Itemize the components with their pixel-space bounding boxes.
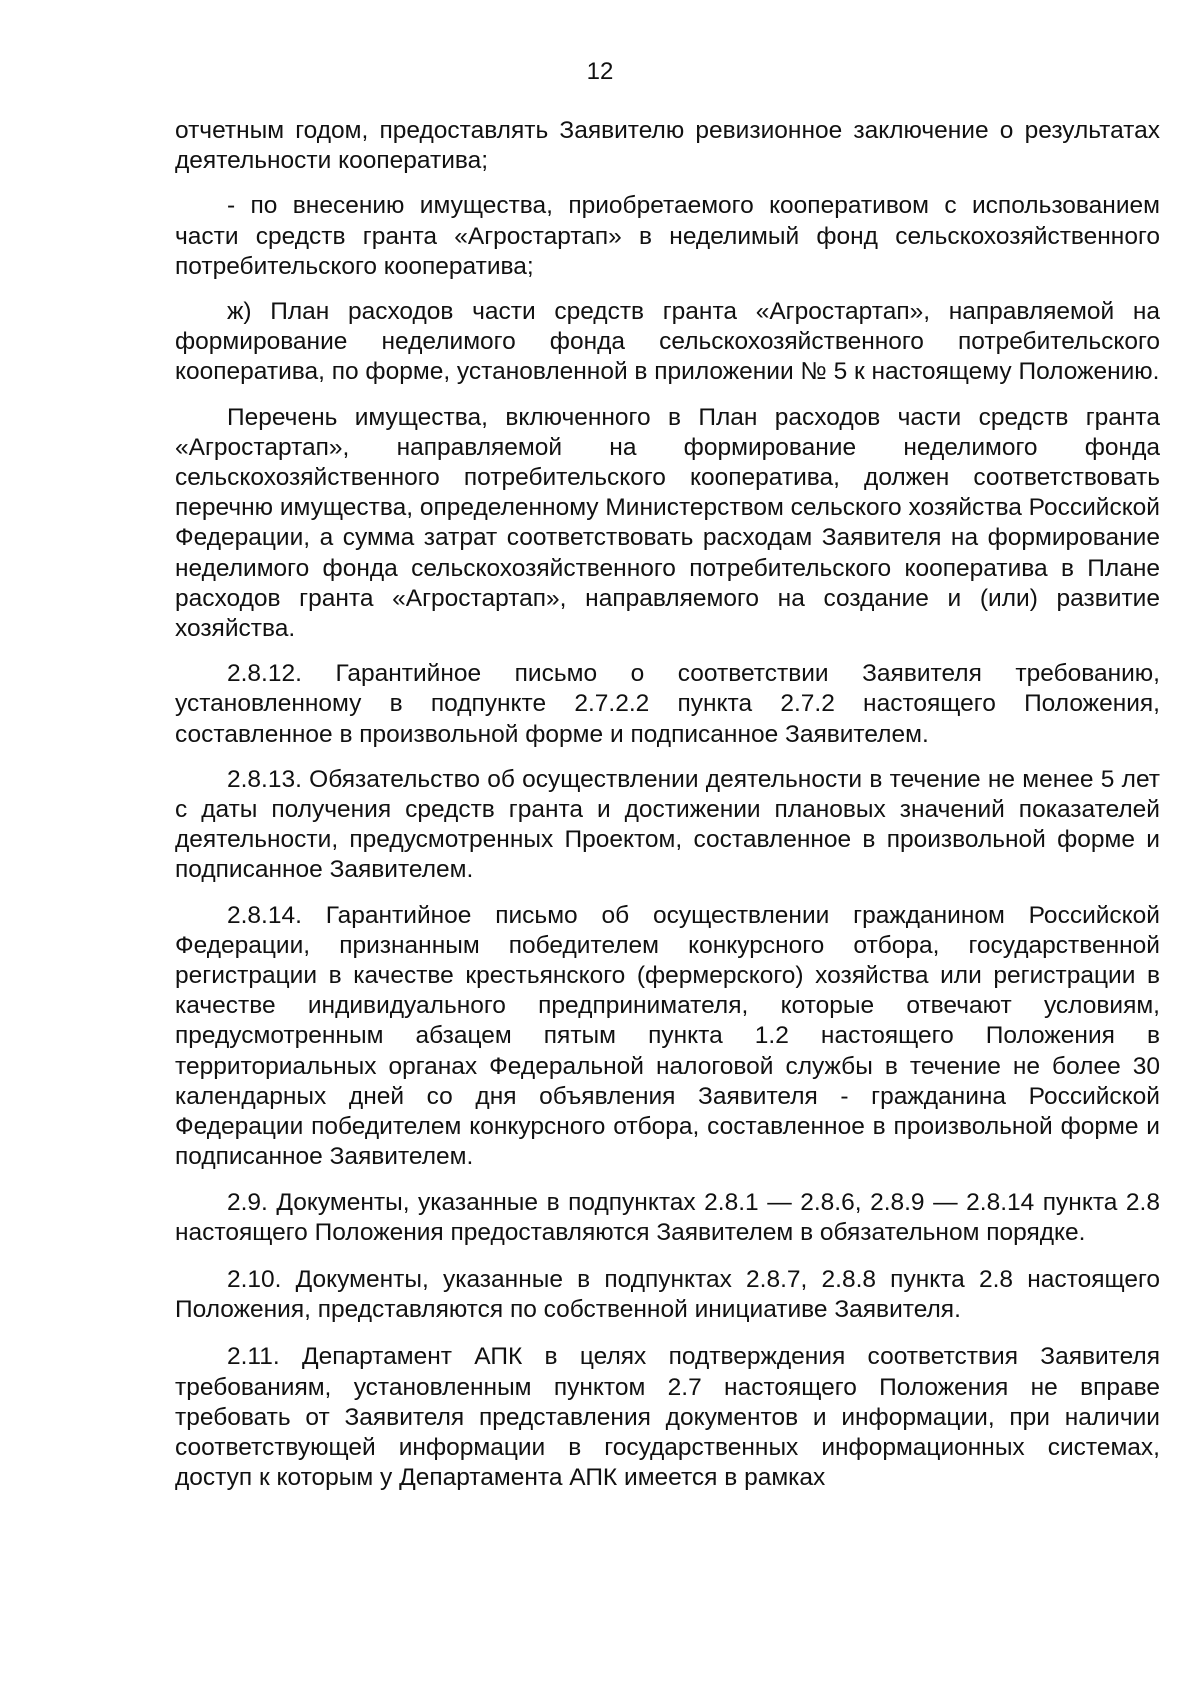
- page-number: 12: [586, 58, 614, 85]
- paragraph-2-9: 2.9. Документы, указанные в подпунктах 2.8.1 — 2.8.6, 2.8.9 — 2.8.14 пункта 2.8 настоящего Положения предоставляются Заявителем в обязательном порядке.: [175, 1188, 1160, 1246]
- paragraph-2-8-14: 2.8.14. Гарантийное письмо об осуществлении гражданином Российской Федерации, признанным победителем конкурсного отбора, государственной регистрации в качестве крестьянского (фермерского) хозяйства или регистрации в качестве индивидуального предпринимателя, которые отвечают условиям, предусмотренным абзацем пятым пункта 1.2 настоящего Положения в территориальных органах Федеральной налоговой службы в течение не более 30 календарных дней со дня объявления Заявителя - гражданина Российской Федерации победителем конкурсного отбора, составленное в произвольной форме и подписанное Заявителем.: [175, 901, 1160, 1171]
- paragraph-property-contribution: - по внесению имущества, приобретаемого кооперативом с использованием части средств гранта «Агростартап» в неделимый фонд сельскохозяйственного потребительского кооператива;: [175, 192, 1160, 280]
- paragraph-2-8-12: 2.8.12. Гарантийное письмо о соответствии Заявителя требованию, установленному в подпункте 2.7.2.2 пункта 2.7.2 настоящего Положения, составленное в произвольной форме и подписанное Заявителем.: [175, 660, 1160, 748]
- paragraph-2-8-13: 2.8.13. Обязательство об осуществлении деятельности в течение не менее 5 лет с даты получения средств гранта и достижении плановых значений показателей деятельности, предусмотренных Проектом, составленное в произвольной форме и подписанное Заявителем.: [175, 765, 1160, 884]
- paragraph-2-11: 2.11. Департамент АПК в целях подтверждения соответствия Заявителя требованиям, установленным пунктом 2.7 настоящего Положения не вправе требовать от Заявителя представления документов и информации, при наличии соответствующей информации в государственных информационных системах, доступ к которым у Департамента АПК имеется в рамках: [175, 1343, 1160, 1492]
- paragraph-2-10: 2.10. Документы, указанные в подпунктах 2.8.7, 2.8.8 пункта 2.8 настоящего Положения, представляются по собственной инициативе Заявителя.: [175, 1265, 1160, 1324]
- paragraph-continuation: отчетным годом, предоставлять Заявителю ревизионное заключение о результатах деятельности кооператива;: [175, 117, 1160, 175]
- paragraph-expense-plan: ж) План расходов части средств гранта «Агростартап», направляемой на формирование неделимого фонда сельскохозяйственного потребительского кооператива, по форме, установленной в приложении № 5 к настоящему Положению.: [175, 298, 1160, 386]
- document-body: [175, 116, 1160, 1508]
- paragraph-property-list: Перечень имущества, включенного в План расходов части средств гранта «Агростартап», направляемой на формирование неделимого фонда сельскохозяйственного потребительского кооператива, должен соответствовать перечню имущества, определенному Министерством сельского хозяйства Российской Федерации, а сумма затрат соответствовать расходам Заявителя на формирование неделимого фонда сельскохозяйственного потребительского кооператива в Плане расходов гранта «Агростартап», направляемого на создание и (или) развитие хозяйства.: [175, 403, 1160, 643]
